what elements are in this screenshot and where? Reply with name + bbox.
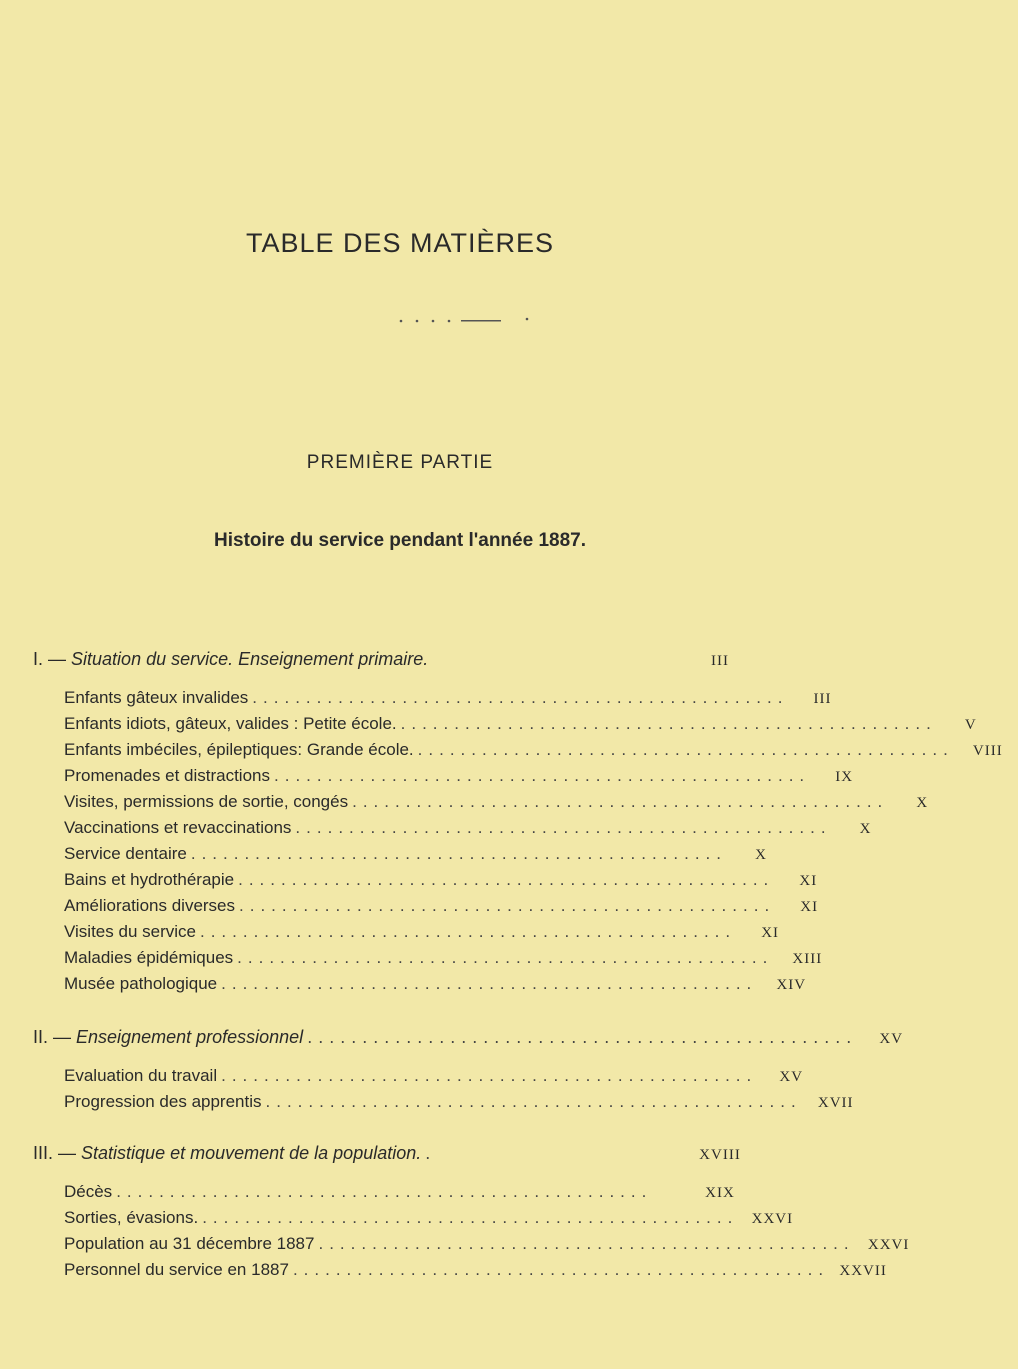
- page-number: XIII: [792, 951, 823, 967]
- page-number: XI: [800, 899, 819, 915]
- section-number: II. —: [33, 1027, 72, 1047]
- entry-label: Enfants idiots, gâteux, valides : Petite école.: [64, 714, 397, 733]
- page-number: XIX: [705, 1185, 735, 1201]
- entry-label: Visites du service: [64, 922, 196, 941]
- page-number: VIII: [972, 743, 1003, 759]
- page-number: X: [859, 821, 872, 837]
- toc-entry: Enfants idiots, gâteux, valides : Petite école. .................................................. V: [64, 714, 750, 734]
- toc-entry: Visites, permissions de sortie, congés .................................................. X: [64, 792, 750, 812]
- toc-entry: Visites du service .................................................. XI: [64, 922, 750, 942]
- entry-label: Maladies épidémiques: [64, 948, 234, 967]
- ornament-divider: [395, 316, 545, 324]
- toc-entry: Décès .................................................. XIX: [64, 1182, 750, 1202]
- toc-entry: Musée pathologique .................................................. XIV: [64, 974, 750, 994]
- entry-label: Personnel du service en 1887: [64, 1260, 289, 1279]
- toc-section-2: II. — Enseignement professionnel .................................................. XV: [33, 1027, 750, 1048]
- entry-label: Progression des apprentis: [64, 1092, 262, 1111]
- entry-label: Evaluation du travail: [64, 1066, 218, 1085]
- toc-section-1: [33, 649, 750, 670]
- entry-label: Améliorations diverses: [64, 896, 236, 915]
- toc-entry: Personnel du service en 1887 .................................................. XXVII: [64, 1260, 750, 1280]
- entry-label: Décès: [64, 1182, 113, 1201]
- entry-label: Sorties, évasions.: [64, 1208, 199, 1227]
- page-number: III: [813, 691, 832, 707]
- entry-label: Bains et hydrothérapie: [64, 870, 235, 889]
- toc-entry: Progression des apprentis .................................................. XVII: [64, 1092, 750, 1112]
- page-number: X: [755, 847, 767, 863]
- toc-entry: Population au 31 décembre 1887 .................................................. XXVI: [64, 1234, 750, 1254]
- page-number: XXVI: [867, 1237, 910, 1253]
- toc-entry: Evaluation du travail .................................................. XV: [64, 1066, 750, 1086]
- toc-entry: Vaccinations et revaccinations .................................................. X: [64, 818, 750, 838]
- page-number: XV: [879, 1031, 904, 1047]
- section-title: Enseignement professionnel: [76, 1027, 304, 1047]
- entry-label: Vaccinations et revaccinations: [64, 818, 292, 837]
- page-number: V: [964, 717, 977, 733]
- page-number: XVII: [817, 1095, 854, 1111]
- page-number: XI: [761, 925, 780, 941]
- section-title: Situation du service. Enseignement primaire.: [71, 649, 429, 669]
- page-number: IX: [835, 769, 854, 785]
- toc-entry: Promenades et distractions .................................................. IX: [64, 766, 750, 786]
- toc-entry: Améliorations diverses .................................................. XI: [64, 896, 750, 916]
- entry-label: Musée pathologique: [64, 974, 218, 993]
- entry-label: Service dentaire: [64, 844, 187, 863]
- part-subtitle: Histoire du service pendant l'année 1887.: [214, 530, 586, 551]
- entry-label: Enfants imbéciles, épileptiques: Grande école.: [64, 740, 414, 759]
- entry-label: Population au 31 décembre 1887: [64, 1234, 315, 1253]
- toc-entry: Enfants imbéciles, épileptiques: Grande école. .................................................. VIII: [64, 740, 750, 760]
- page-number: III: [711, 653, 729, 669]
- page-number: XVIII: [699, 1147, 741, 1163]
- page-number: XXVII: [839, 1263, 887, 1279]
- entry-label: Enfants gâteux invalides: [64, 688, 249, 707]
- page-number: XV: [779, 1069, 804, 1085]
- toc-entry: Bains et hydrothérapie .................................................. XI: [64, 870, 750, 890]
- page-title: TABLE DES MATIÈRES: [245, 228, 555, 258]
- entry-label: Promenades et distractions: [64, 766, 270, 785]
- entry-label: Visites, permissions de sortie, congés: [64, 792, 349, 811]
- page-number: X: [916, 795, 929, 811]
- toc-section-3: III. — Statistique et mouvement de la population. . XVIII: [33, 1143, 750, 1164]
- page-number: XI: [799, 873, 818, 889]
- page-number: XXVI: [751, 1211, 794, 1227]
- part-title: PREMIÈRE PARTIE: [306, 452, 494, 473]
- toc-entry: Service dentaire .................................................. X: [64, 844, 750, 864]
- toc-entry: Maladies épidémiques .................................................. XIII: [64, 948, 750, 968]
- page-number: XIV: [776, 977, 807, 993]
- toc-entry: Enfants gâteux invalides .................................................. III: [64, 688, 750, 708]
- section-number: I. —: [33, 649, 67, 669]
- section-number: III. —: [33, 1143, 77, 1163]
- toc-entry: Sorties, évasions. .................................................. XXVI: [64, 1208, 750, 1228]
- section-title: Statistique et mouvement de la population.: [81, 1143, 422, 1163]
